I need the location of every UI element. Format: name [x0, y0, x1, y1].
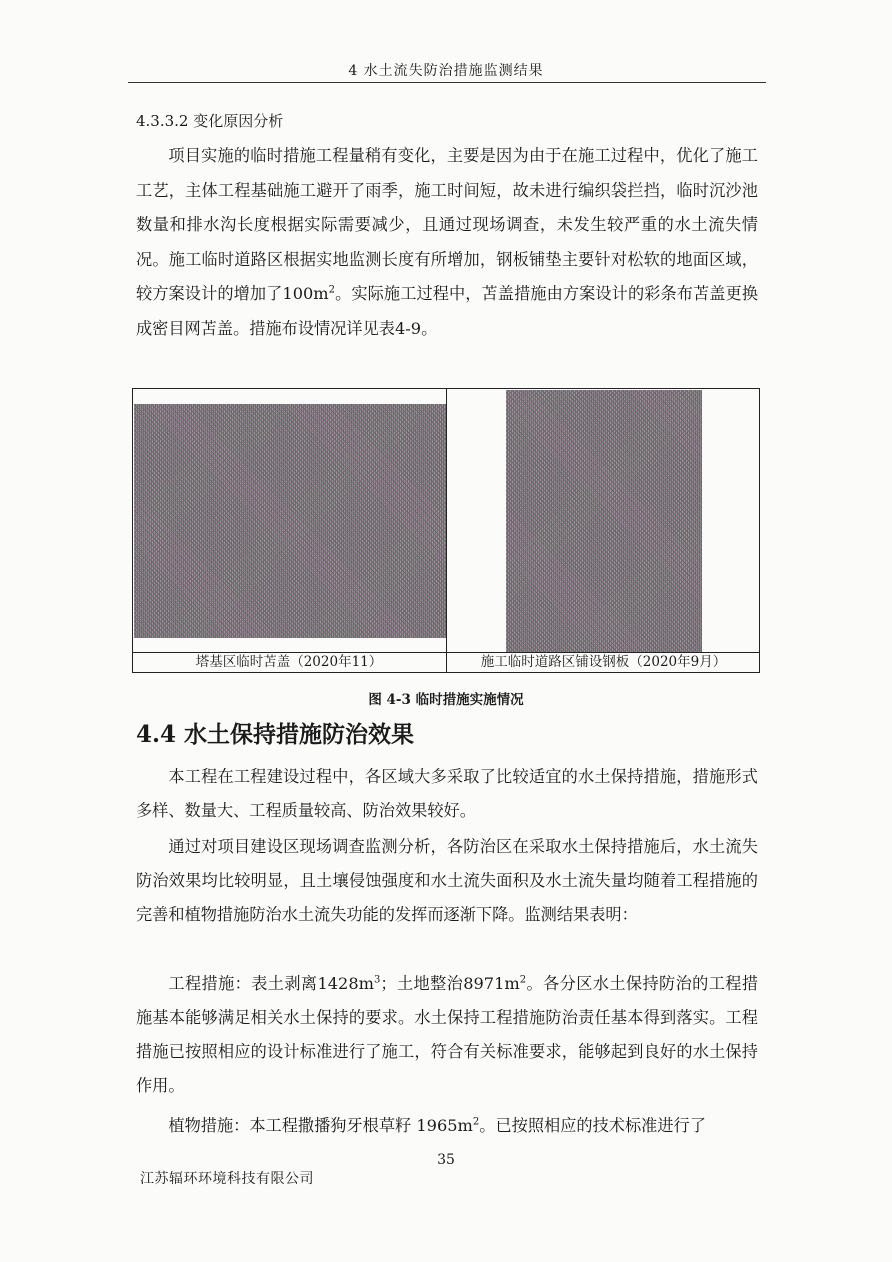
paragraph-text: 。各分区水土保持防治的工程措施基本能够满足相关水土保持的要求。水土保持工程措施防治责任基本得到落实。工程措施已按照相应的设计标准进行了施工，符合有关标准要求，能够起到良好的水土保持作用。 — [136, 974, 759, 1095]
photo-steel-plate-road — [506, 390, 702, 652]
figure-caption: 图 4-3 临时措施实施情况 — [368, 692, 524, 708]
superscript: 2 — [519, 974, 527, 986]
paragraph-change-reasons — [136, 139, 758, 347]
photo-caption: 施工临时道路区铺设钢板（2020年9月） — [480, 654, 727, 670]
subsection-title: 4.3.3.2 变化原因分析 — [136, 112, 284, 130]
superscript: 2 — [328, 284, 336, 296]
footer-company: 江苏辐环环境科技有限公司 — [140, 1171, 314, 1187]
superscript: 3 — [374, 974, 381, 986]
table-divider — [446, 388, 447, 673]
section-heading: 4.4 水土保持措施防治效果 — [136, 721, 415, 748]
paragraph-monitoring: 通过对项目建设区现场调查监测分析，各防治区在采取水土保持措施后，水土流失防治效果均比较明显，且土壤侵蚀强度和水土流失面积及水土流失量均随着工程措施的完善和植物措施防治水土流失功能的发挥而逐渐下降。监测结果表明： — [136, 837, 758, 924]
paragraph-text: ；土地整治8971m — [380, 974, 520, 993]
paragraph-text: 。已按照相应的技术标准进行了 — [479, 1116, 706, 1135]
paragraph-text: 项目实施的临时措施工程量稍有变化，主要是因为由于在施工过程中，优化了施工工艺，主体工程基础施工避开了雨季，施工时间短，故未进行编织袋拦挡，临时沉沙池数量和排水沟长度根据实际需要减少，且通过现场调查，未发生较严重的水土流失情况。施工临时道路区根据实地监测长度有所增加，钢板铺垫主要针对松软的地面区域，较方案设计的增加了100m — [136, 146, 758, 304]
superscript: 2 — [472, 1116, 480, 1128]
paragraph-text: 植物措施：本工程撒播狗牙根草籽 1965m — [168, 1116, 473, 1135]
photo-caption: 塔基区临时苫盖（2020年11） — [195, 654, 383, 670]
photo-tower-base-cover — [134, 404, 446, 638]
paragraph-text: 。实际施工过程中，苫盖措施由方案设计的彩条布苫盖更换成密目网苫盖。措施布设情况详见表4-9。 — [136, 284, 759, 338]
header-divider — [128, 82, 766, 83]
page-number: 35 — [437, 1152, 455, 1168]
paragraph-text: 工程措施：表土剥离1428m — [168, 974, 375, 993]
paragraph-engineering-measures — [136, 967, 758, 1103]
paragraph-overview: 本工程在工程建设过程中，各区域大多采取了比较适宜的水土保持措施，措施形式多样、数量大、工程质量较高、防治效果较好。 — [136, 767, 758, 820]
paragraph-plant-measures — [136, 1109, 758, 1143]
running-header: 4 水土流失防治措施监测结果 — [348, 63, 544, 79]
